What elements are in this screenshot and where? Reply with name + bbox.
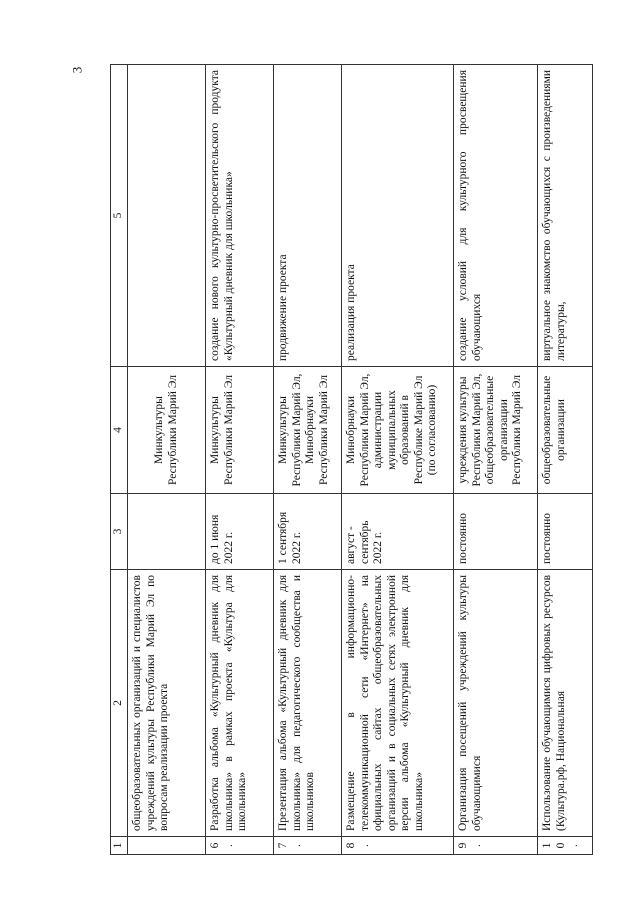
responsible-cell: учреждения культуры Республики Марий Эл, общеобразовательные организации Республики Марий Эл — [454, 367, 538, 494]
page-number: 3 — [69, 66, 85, 74]
responsible-cell: общеобразовательные организации — [538, 367, 593, 494]
table-row — [538, 65, 593, 855]
column-header: 1 — [111, 837, 128, 855]
deadline-cell: постоянно — [538, 494, 593, 570]
result-cell: создание нового культурно-просветительского продукта «Культурный дневник для школьника» — [206, 65, 274, 367]
result-cell: виртуальное знакомство обучающихся с произведениями литературы, — [538, 65, 593, 367]
result-cell: создание условий для культурного просвещения обучающихся — [454, 65, 538, 367]
activity-cell: Разработка альбома «Культурный дневник для школьника» в рамках проекта «Культура для школьника» — [206, 570, 274, 837]
deadline-cell — [128, 494, 206, 570]
column-header: 5 — [111, 65, 128, 367]
table-row — [128, 65, 206, 855]
row-number: 9. — [454, 837, 538, 855]
row-number: 8. — [342, 837, 454, 855]
activity-cell: Использование обучающимися цифровых ресурсов (Культура.рф, Национальная — [538, 570, 593, 837]
result-cell: продвижение проекта — [274, 65, 342, 367]
plan-table — [110, 64, 593, 855]
deadline-cell: до 1 июня 2022 г. — [206, 494, 274, 570]
row-number — [128, 837, 206, 855]
row-number: 6. — [206, 837, 274, 855]
table-row — [342, 65, 454, 855]
column-header: 4 — [111, 367, 128, 494]
activity-cell: Размещение в информационно-телекоммуникационной сети «Интернет» на официальных сайтах общеобразовательных организаций и в социальных сетях электронной версии альбома «Культурный дневник для школьника» — [342, 570, 454, 837]
table-row — [274, 65, 342, 855]
activity-cell: Презентация альбома «Культурный дневник для школьника» для педагогического сообщества и школьников — [274, 570, 342, 837]
responsible-cell: Минкультуры Республики Марий Эл, Минобрнауки Республики Марий Эл — [274, 367, 342, 494]
deadline-cell: август - сентябрь 2022 г. — [342, 494, 454, 570]
deadline-cell: постоянно — [454, 494, 538, 570]
responsible-cell: Минобрнауки Республики Марий Эл, администрации муниципальных образований в Республике Марий Эл (по согласованию) — [342, 367, 454, 494]
table-row — [454, 65, 538, 855]
responsible-cell: Минкультуры Республики Марий Эл — [128, 367, 206, 494]
deadline-cell: 1 сентября 2022 г. — [274, 494, 342, 570]
column-header: 3 — [111, 494, 128, 570]
column-header: 2 — [111, 570, 128, 837]
rotated-page-content — [110, 65, 623, 855]
responsible-cell: Минкультуры Республики Марий Эл — [206, 367, 274, 494]
result-cell — [128, 65, 206, 367]
activity-cell: общеобразовательных организаций и специалистов учреждений культуры Республики Марий Эл по вопросам реализации проекта — [128, 570, 206, 837]
result-cell: реализация проекта — [342, 65, 454, 367]
activity-cell: Организация посещений учреждений культуры обучающимися — [454, 570, 538, 837]
table-header-row — [111, 65, 128, 855]
table-row — [206, 65, 274, 855]
row-number: 10. — [538, 837, 593, 855]
row-number: 7. — [274, 837, 342, 855]
